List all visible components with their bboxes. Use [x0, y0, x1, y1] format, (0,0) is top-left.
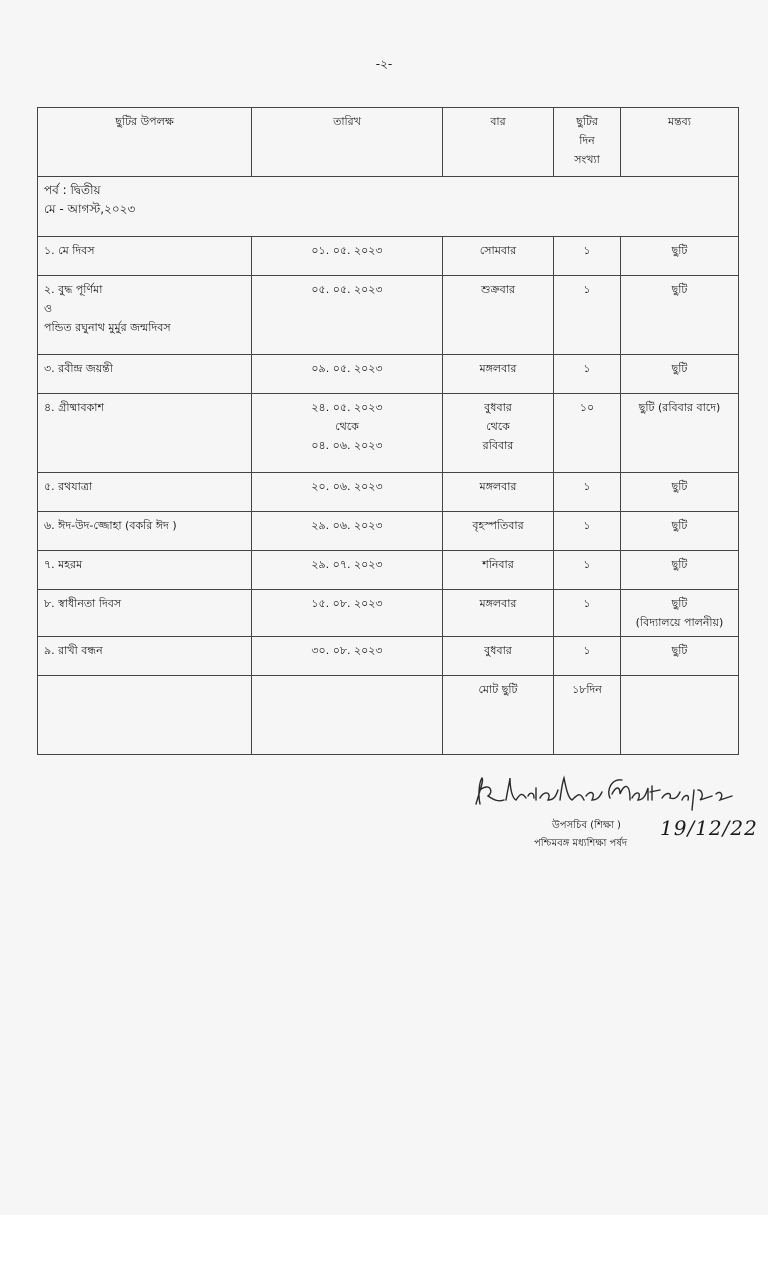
cell-day-line: রবিবার [482, 439, 514, 452]
cell-date [252, 590, 443, 637]
cell-day-line: মঙ্গলবার [479, 362, 517, 375]
header-count-line: দিন [579, 134, 595, 147]
cell-day-line: বুধবার [484, 401, 512, 414]
total-empty-cell [252, 676, 443, 755]
section-cell [38, 177, 739, 237]
cell-count: ১ [554, 637, 621, 676]
holiday-table [37, 107, 739, 755]
cell-date-line: ২৯. ০৬. ২০২৩ [311, 519, 383, 532]
cell-date-line: ৩০. ০৮. ২০২৩ [311, 644, 383, 657]
cell-occasion [38, 394, 252, 473]
cell-day [443, 551, 554, 590]
cell-date-line: ০৫. ০৫. ২০২৩ [311, 283, 383, 296]
cell-date [252, 276, 443, 355]
cell-remarks [621, 394, 739, 473]
cell-count: ১ [554, 237, 621, 276]
total-empty-cell [621, 676, 739, 755]
cell-occasion-line: ৪. গ্রীষ্মাবকাশ [44, 401, 105, 414]
cell-date-line: থেকে [335, 420, 359, 433]
cell-remarks-line: ছুটি [671, 244, 688, 257]
cell-occasion-line: ৯. রাখী বন্ধন [44, 644, 103, 657]
total-empty-cell [38, 676, 252, 755]
cell-remarks-line: ছুটি [671, 519, 688, 532]
cell-date [252, 473, 443, 512]
cell-occasion-line: ৬. ঈদ-উদ-জ্জোহা (বকরি ঈদ ) [44, 519, 177, 532]
table-row [38, 276, 739, 355]
cell-day-line: সোমবার [479, 244, 517, 257]
signatory-office: পশ্চিমবঙ্গ মধ্যশিক্ষা পর্ষদ [534, 838, 628, 849]
cell-occasion-line: ও [44, 302, 53, 315]
cell-day [443, 637, 554, 676]
cell-occasion-line: ২. বুদ্ধ পূর্ণিমা [44, 283, 103, 296]
cell-count: ১ [554, 473, 621, 512]
cell-date [252, 512, 443, 551]
cell-occasion [38, 473, 252, 512]
cell-date [252, 637, 443, 676]
page-number: -২- [375, 57, 393, 71]
header-count-line: ছুটির [576, 115, 598, 128]
cell-occasion-line: ১. মে দিবস [44, 244, 95, 257]
header-day: বার [443, 108, 554, 177]
cell-count: ১০ [554, 394, 621, 473]
cell-date [252, 237, 443, 276]
table-row [38, 237, 739, 276]
cell-day [443, 276, 554, 355]
cell-day-line: মঙ্গলবার [479, 597, 517, 610]
cell-remarks [621, 512, 739, 551]
cell-count: ১ [554, 590, 621, 637]
signature-block [470, 770, 760, 870]
cell-occasion-line: ৮. স্বাধীনতা দিবস [44, 597, 122, 610]
signature-date: 19/12/22 [660, 816, 758, 840]
cell-date-line: ২৪. ০৫. ২০২৩ [311, 401, 383, 414]
cell-remarks-line: ছুটি (রবিবার বাদে) [638, 401, 721, 414]
cell-day [443, 473, 554, 512]
cell-occasion-line: ৭. মহরম [44, 558, 83, 571]
cell-day-line: থেকে [486, 420, 510, 433]
cell-remarks [621, 276, 739, 355]
cell-occasion [38, 512, 252, 551]
cell-day [443, 355, 554, 394]
table-header-row [38, 108, 739, 177]
cell-remarks-line: ছুটি [671, 362, 688, 375]
section-period: মে - আগস্ট,২০২৩ [44, 202, 136, 216]
total-label: মোট ছুটি [443, 676, 554, 755]
cell-remarks [621, 473, 739, 512]
table-row [38, 473, 739, 512]
cell-occasion-line: ৩. রবীন্দ্র জয়ন্তী [44, 362, 113, 375]
cell-count: ১ [554, 355, 621, 394]
cell-remarks-line: (বিদ্যালয়ে পালনীয়) [635, 616, 724, 629]
header-date: তারিখ [252, 108, 443, 177]
table-row [38, 637, 739, 676]
cell-occasion [38, 276, 252, 355]
cell-occasion [38, 590, 252, 637]
table-row [38, 551, 739, 590]
cell-date-line: ০৪. ০৬. ২০২৩ [311, 439, 383, 452]
cell-remarks [621, 590, 739, 637]
cell-day-line: শনিবার [482, 558, 514, 571]
cell-remarks [621, 637, 739, 676]
cell-count: ১ [554, 551, 621, 590]
cell-count: ১ [554, 512, 621, 551]
cell-day [443, 237, 554, 276]
cell-remarks-line: ছুটি [671, 597, 688, 610]
cell-date [252, 394, 443, 473]
cell-occasion [38, 355, 252, 394]
header-remarks: মন্তব্য [621, 108, 739, 177]
cell-remarks-line: ছুটি [671, 283, 688, 296]
section-row [38, 177, 739, 237]
cell-day-line: বুধবার [484, 644, 512, 657]
cell-occasion [38, 551, 252, 590]
cell-day-line: শুক্রবার [480, 283, 516, 296]
signature-image [470, 770, 760, 815]
cell-occasion-line: পন্ডিত রঘুনাথ মুর্মুর জন্মদিবস [44, 321, 171, 334]
header-count [554, 108, 621, 177]
cell-remarks-line: ছুটি [671, 558, 688, 571]
header-count-line: সংখ্যা [574, 153, 600, 166]
table-row [38, 512, 739, 551]
cell-date-line: ০৯. ০৫. ২০২৩ [311, 362, 383, 375]
cell-remarks [621, 355, 739, 394]
cell-date-line: ১৫. ০৮. ২০২৩ [311, 597, 383, 610]
cell-occasion [38, 237, 252, 276]
cell-day-line: বৃহস্পতিবার [472, 519, 524, 532]
cell-count: ১ [554, 276, 621, 355]
cell-date-line: ২০. ০৬. ২০২৩ [311, 480, 383, 493]
total-value: ১৮দিন [554, 676, 621, 755]
header-occasion: ছুটির উপলক্ষ [38, 108, 252, 177]
cell-date-line: ২৯. ০৭. ২০২৩ [311, 558, 383, 571]
cell-day-line: মঙ্গলবার [479, 480, 517, 493]
cell-remarks [621, 237, 739, 276]
table-row [38, 394, 739, 473]
section-phase: পর্ব : দ্বিতীয় [44, 183, 101, 197]
cell-remarks-line: ছুটি [671, 644, 688, 657]
signature-stroke [476, 778, 732, 810]
cell-date [252, 551, 443, 590]
cell-remarks [621, 551, 739, 590]
cell-occasion-line: ৫. রথযাত্রা [44, 480, 93, 493]
signatory-designation: উপসচিব (শিক্ষা ) [552, 820, 621, 831]
total-row [38, 676, 739, 755]
cell-date [252, 355, 443, 394]
table-row [38, 355, 739, 394]
cell-occasion [38, 637, 252, 676]
cell-day [443, 394, 554, 473]
cell-day [443, 512, 554, 551]
table-row [38, 590, 739, 637]
cell-day [443, 590, 554, 637]
cell-remarks-line: ছুটি [671, 480, 688, 493]
cell-date-line: ০১. ০৫. ২০২৩ [311, 244, 383, 257]
